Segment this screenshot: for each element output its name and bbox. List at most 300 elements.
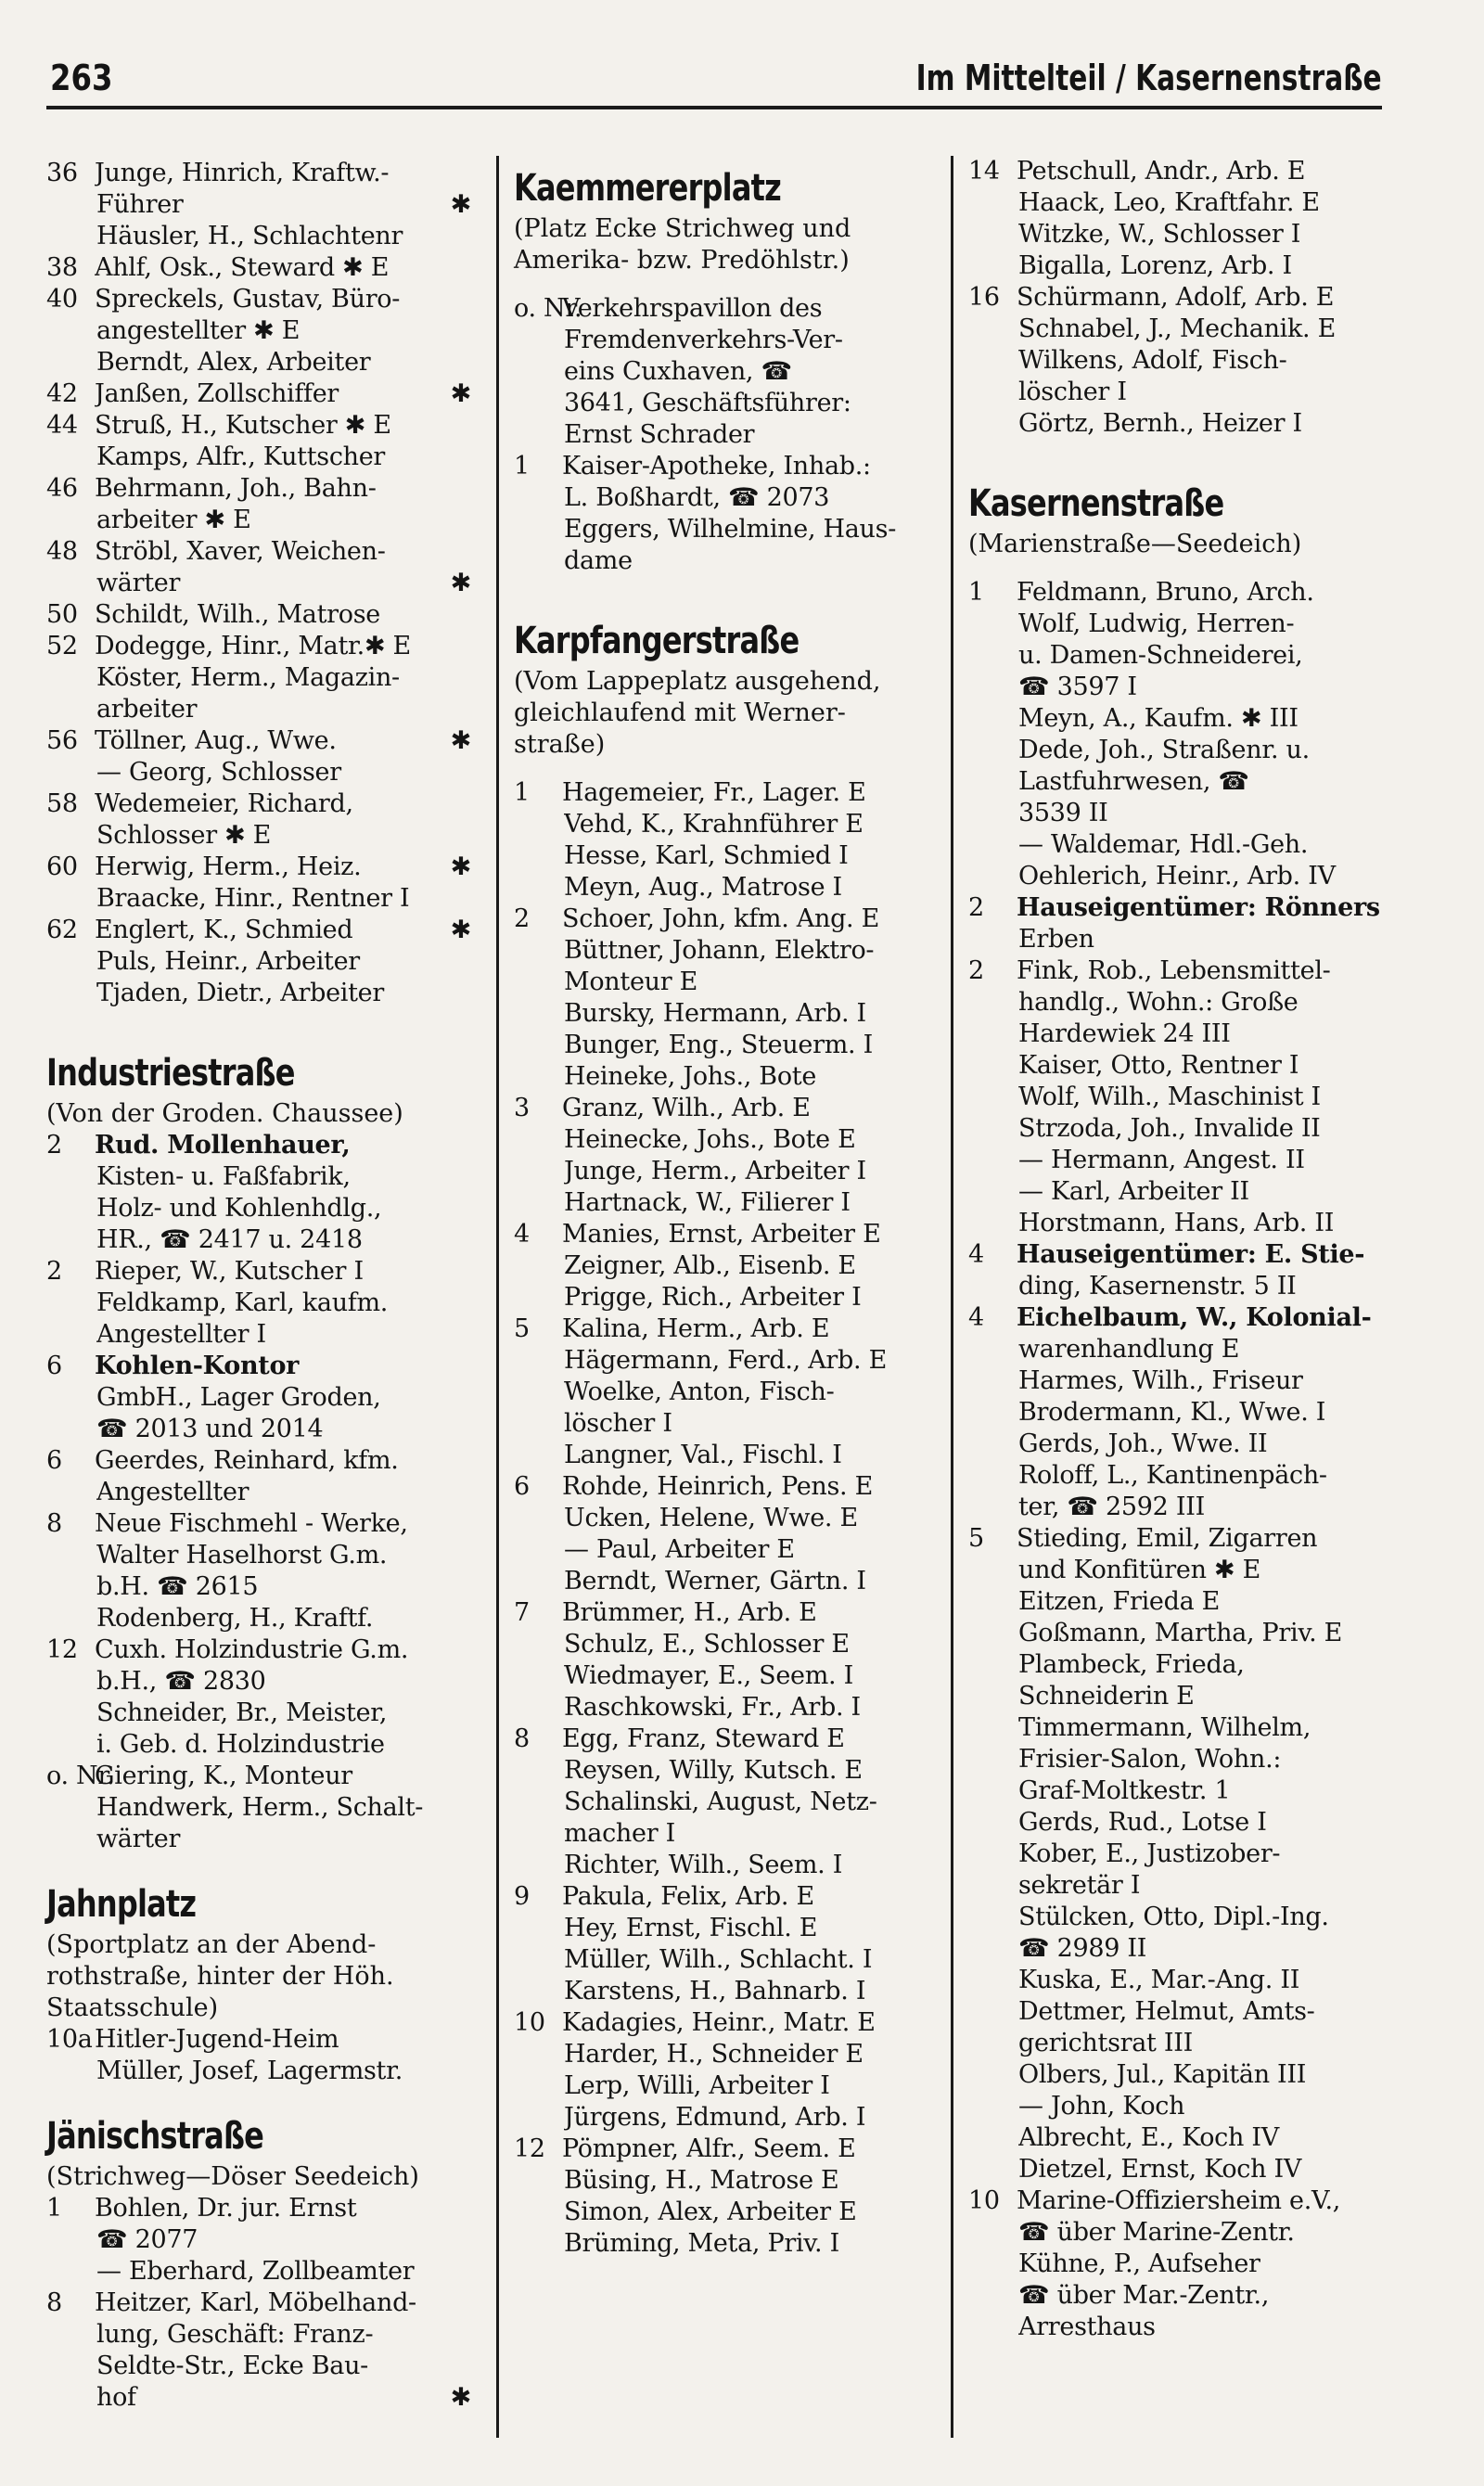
directory-entry <box>514 777 941 809</box>
entry-text: Vehd, K., Krahnführer E <box>564 810 864 839</box>
entry-text: L. Boßhardt, ☎ 2073 <box>564 483 830 512</box>
entry-text: ☎ über Mar.-Zentr., <box>1018 2281 1270 2310</box>
entry-text: Eichelbaum, W., Kolonial- <box>1017 1303 1372 1332</box>
entry-text: Gerds, Rud., Lotse I <box>1018 1808 1267 1837</box>
directory-entry <box>514 1408 941 1440</box>
house-number: 48 <box>46 537 78 566</box>
entry-text: Wolf, Wilh., Maschinist I <box>1018 1083 1321 1111</box>
directory-entry <box>46 473 473 505</box>
entry-text: Manies, Ernst, Arbeiter E <box>562 1220 881 1249</box>
entry-text: Simon, Alex, Arbeiter E <box>564 2198 857 2226</box>
directory-entry <box>968 1082 1401 1113</box>
entry-text: Dietzel, Ernst, Koch IV <box>1018 2155 1302 2184</box>
entry-text: Frisier-Salon, Wohn.: <box>1018 1745 1282 1774</box>
entry-text: Erben <box>1018 925 1094 954</box>
street-description: (Marienstraße—Seedeich) <box>968 530 1302 558</box>
entry-text: Kadagies, Heinr., Matr. E <box>562 2008 876 2037</box>
directory-entry <box>968 1712 1401 1744</box>
entry-text: Karstens, H., Bahnarb. I <box>564 1977 866 2005</box>
entry-text: Giering, K., Monteur <box>95 1762 352 1790</box>
entry-text: Berndt, Alex, Arbeiter <box>96 348 371 377</box>
directory-entry <box>46 2287 473 2319</box>
directory-entry <box>968 377 1401 408</box>
entry-text: Pömpner, Alfr., Seem. E <box>562 2134 856 2163</box>
house-number: 7 <box>514 1598 530 1627</box>
entry-text: Schulz, E., Schlosser E <box>564 1630 850 1659</box>
directory-entry <box>46 2382 473 2414</box>
directory-entry <box>46 2319 473 2351</box>
house-number: 14 <box>968 157 1000 186</box>
directory-entry <box>46 1319 473 1351</box>
entry-text: ☎ 2989 II <box>1018 1934 1147 1963</box>
entry-text: Kisten- u. Faßfabrik, <box>96 1162 351 1191</box>
directory-entry <box>514 2134 941 2165</box>
directory-entry <box>46 1414 473 1445</box>
entry-text: Rud. Mollenhauer, <box>95 1131 351 1160</box>
directory-entry <box>968 219 1401 250</box>
entry-text: Olbers, Jul., Kapitän III <box>1018 2060 1307 2089</box>
entry-text: Jürgens, Edmund, Arb. I <box>564 2103 866 2132</box>
directory-entry <box>46 505 473 536</box>
directory-entry <box>514 1503 941 1534</box>
entry-text: ☎ über Marine-Zentr. <box>1018 2218 1295 2247</box>
house-number: 9 <box>514 1882 530 1911</box>
entry-text: Plambeck, Frieda, <box>1018 1650 1245 1679</box>
entry-text: Heineke, Johs., Bote <box>564 1062 817 1091</box>
house-number: 2 <box>46 1257 62 1286</box>
entry-text: handlg., Wohn.: Große <box>1018 988 1298 1017</box>
directory-entry <box>514 1850 941 1881</box>
entry-text: Dodegge, Hinr., Matr.✱ E <box>95 632 411 660</box>
directory-entry <box>46 2224 473 2256</box>
directory-entry <box>514 1692 941 1724</box>
directory-entry <box>514 2007 941 2039</box>
entry-text: GmbH., Lager Groden, <box>96 1383 381 1412</box>
directory-entry <box>514 293 941 325</box>
entry-text: Schoer, John, kfm. Ang. E <box>562 904 880 933</box>
column-3 <box>951 156 1401 2438</box>
directory-entry <box>46 1634 473 1666</box>
entry-text: Langner, Val., Fischl. I <box>564 1441 842 1469</box>
directory-entry <box>968 703 1401 735</box>
directory-entry <box>968 1397 1401 1429</box>
street-description: (Vom Lappeplatz ausgehend, <box>514 667 881 696</box>
entry-text: Gerds, Joh., Wwe. II <box>1018 1429 1268 1458</box>
entry-text: Goßmann, Martha, Priv. E <box>1018 1619 1343 1647</box>
entry-text: Geerdes, Reinhard, kfm. <box>95 1446 399 1475</box>
house-number: 44 <box>46 411 78 440</box>
directory-entry <box>46 1382 473 1414</box>
entry-text: Hey, Ernst, Fischl. E <box>564 1914 818 1942</box>
directory-entry <box>514 1471 941 1503</box>
entry-text: Angestellter <box>96 1478 249 1506</box>
entry-text: Englert, K., Schmied <box>95 916 353 944</box>
entry-text: Cuxh. Holzindustrie G.m. <box>95 1635 409 1664</box>
entry-text: Schnabel, J., Mechanik. E <box>1018 314 1337 343</box>
house-number: 2 <box>968 956 984 985</box>
directory-entry <box>46 1256 473 1288</box>
entry-text: Rieper, W., Kutscher I <box>95 1257 364 1286</box>
directory-entry <box>968 609 1401 640</box>
directory-entry <box>968 1365 1401 1397</box>
directory-entry <box>968 1113 1401 1145</box>
spacer <box>968 560 1401 577</box>
directory-entry <box>514 1219 941 1250</box>
directory-entry <box>968 861 1401 892</box>
house-number: 1 <box>968 578 984 607</box>
directory-entry <box>514 451 941 482</box>
spacer <box>514 276 941 293</box>
entry-text: löscher I <box>1018 378 1127 406</box>
directory-entry <box>514 1377 941 1408</box>
street-heading: Kaemmererplatz <box>514 167 781 210</box>
entry-text: Handwerk, Herm., Schalt- <box>96 1793 424 1822</box>
directory-entry <box>46 1445 473 1477</box>
entry-text: Brümmer, H., Arb. E <box>562 1598 817 1627</box>
house-number: 52 <box>46 632 78 660</box>
spacer <box>514 577 941 609</box>
entry-text: Harmes, Wilh., Friseur <box>1018 1366 1303 1395</box>
directory-entry <box>968 2280 1401 2312</box>
directory-entry <box>46 221 473 252</box>
directory-entry <box>968 1775 1401 1807</box>
directory-entry <box>514 1629 941 1660</box>
directory-entry <box>46 1288 473 1319</box>
directory-entry <box>514 1156 941 1187</box>
directory-entry <box>46 599 473 631</box>
directory-entry <box>968 1460 1401 1492</box>
entry-text: Oehlerich, Heinr., Arb. IV <box>1018 862 1336 891</box>
entry-text: Walter Haselhorst G.m. <box>96 1541 388 1570</box>
house-number: 8 <box>46 2288 62 2317</box>
house-number: 8 <box>46 1509 62 1538</box>
directory-entry <box>968 1933 1401 1965</box>
directory-entry <box>968 829 1401 861</box>
entry-text: Heitzer, Karl, Möbelhand- <box>95 2288 416 2317</box>
running-title: Im Mittelteil / Kasernenstraße <box>915 58 1382 98</box>
street-heading: Industriestraße <box>46 1052 295 1095</box>
entry-text: Puls, Heinr., Arbeiter <box>96 947 360 976</box>
entry-text: Neue Fischmehl - Werke, <box>95 1509 408 1538</box>
directory-entry <box>514 967 941 998</box>
directory-entry <box>968 1902 1401 1933</box>
entry-text: Führer <box>96 190 184 219</box>
street-description: (Von der Groden. Chaussee) <box>46 1099 403 1128</box>
entry-text: arbeiter <box>96 695 198 724</box>
directory-entry <box>46 1193 473 1224</box>
street-description: rothstraße, hinter der Höh. <box>46 1962 394 1991</box>
house-number: 1 <box>514 778 530 807</box>
directory-entry <box>968 2059 1401 2091</box>
directory-entry <box>514 2165 941 2197</box>
directory-entry <box>968 1334 1401 1365</box>
street-description: straße) <box>514 730 606 759</box>
directory-entry <box>514 872 941 903</box>
directory-entry <box>968 2217 1401 2249</box>
street-description: (Sportplatz an der Abend- <box>46 1930 377 1959</box>
directory-entry <box>46 568 473 599</box>
entry-text: i. Geb. d. Holzindustrie <box>96 1730 385 1759</box>
entry-text: lung, Geschäft: Franz- <box>96 2320 374 2349</box>
entry-text: Roloff, L., Kantinenpäch- <box>1018 1461 1327 1490</box>
entry-text: Wilkens, Adolf, Fisch- <box>1018 346 1287 375</box>
street-heading: Jänischstraße <box>46 2115 264 2158</box>
directory-entry <box>46 536 473 568</box>
entry-text: Kamps, Alfr., Kuttscher <box>96 442 386 471</box>
entry-text: Egg, Franz, Steward E <box>562 1724 845 1753</box>
directory-entry <box>46 442 473 473</box>
entry-text: und Konfitüren ✱ E <box>1018 1556 1260 1584</box>
house-number: 16 <box>968 283 1000 312</box>
directory-entry <box>968 1807 1401 1839</box>
entry-text: Feldmann, Bruno, Arch. <box>1017 578 1314 607</box>
directory-entry <box>514 840 941 872</box>
directory-entry <box>46 2056 473 2087</box>
entry-text: Bursky, Hermann, Arb. I <box>564 999 866 1028</box>
entry-text: Fremdenverkehrs-Ver- <box>564 326 843 354</box>
entry-text: Raschkowski, Fr., Arb. I <box>564 1693 861 1722</box>
spacer <box>46 1855 473 1872</box>
asterisk-marker: ✱ <box>450 569 471 597</box>
directory-entry <box>46 1824 473 1855</box>
entry-text: Lastfuhrwesen, ☎ <box>1018 767 1249 796</box>
directory-entry <box>968 1996 1401 2028</box>
directory-entry <box>968 924 1401 955</box>
directory-entry <box>46 1571 473 1603</box>
directory-entry <box>514 2102 941 2134</box>
directory-entry <box>46 2193 473 2224</box>
directory-entry <box>514 1755 941 1787</box>
entry-text: ☎ 3597 I <box>1018 673 1137 701</box>
directory-entry <box>46 1477 473 1508</box>
spacer <box>46 2087 473 2104</box>
street-heading: Jahnplatz <box>46 1883 197 1926</box>
entry-text: Pakula, Felix, Arb. E <box>562 1882 814 1911</box>
entry-text: Horstmann, Hans, Arb. II <box>1018 1209 1335 1237</box>
entry-text: Rodenberg, H., Kraftf. <box>96 1604 374 1633</box>
directory-entry <box>514 1818 941 1850</box>
directory-entry <box>968 766 1401 798</box>
entry-text: Müller, Wilh., Schlacht. I <box>564 1945 873 1974</box>
entry-text: Bohlen, Dr. jur. Ernst <box>95 2194 357 2223</box>
directory-entry <box>968 156 1401 187</box>
directory-entry <box>46 1698 473 1729</box>
entry-text: — Karl, Arbeiter II <box>1018 1177 1249 1206</box>
entry-text: Ucken, Helene, Wwe. E <box>564 1504 858 1532</box>
house-number: 2 <box>514 904 530 933</box>
house-number: 36 <box>46 159 78 187</box>
entry-text: Bunger, Eng., Steuerm. I <box>564 1031 873 1059</box>
directory-entry <box>46 1508 473 1540</box>
directory-entry <box>968 1681 1401 1712</box>
entry-text: Brüming, Meta, Priv. I <box>564 2229 839 2258</box>
directory-entry <box>514 1061 941 1093</box>
entry-text: wärter <box>96 1825 181 1853</box>
entry-text: Haack, Leo, Kraftfahr. E <box>1018 188 1320 217</box>
directory-entry <box>514 1881 941 1913</box>
entry-text: Seldte-Str., Ecke Bau- <box>96 2351 368 2380</box>
directory-entry <box>514 1187 941 1219</box>
entry-text: Hägermann, Ferd., Arb. E <box>564 1346 887 1375</box>
directory-entry <box>514 1597 941 1629</box>
directory-entry <box>46 1729 473 1761</box>
entry-text: Schildt, Wilh., Matrose <box>95 600 380 629</box>
house-number: 1 <box>514 452 530 481</box>
entry-text: ter, ☎ 2592 III <box>1018 1493 1205 1521</box>
street-description: (Platz Ecke Strichweg und <box>514 214 851 243</box>
directory-entry <box>968 408 1401 440</box>
entry-text: Kaiser, Otto, Rentner I <box>1018 1051 1299 1080</box>
directory-entry <box>46 410 473 442</box>
house-number: o. Nr. <box>46 1762 115 1790</box>
entry-text: dame <box>564 546 633 575</box>
directory-entry <box>968 1302 1401 1334</box>
directory-entry <box>46 883 473 915</box>
directory-entry <box>968 345 1401 377</box>
directory-entry <box>514 1724 941 1755</box>
entry-text: Marine-Offiziersheim e.V., <box>1017 2186 1341 2215</box>
entry-text: Kalina, Herm., Arb. E <box>562 1314 830 1343</box>
entry-text: Dede, Joh., Straßenr. u. <box>1018 736 1310 764</box>
entry-text: Strzoda, Joh., Invalide II <box>1018 1114 1321 1143</box>
entry-text: Behrmann, Joh., Bahn- <box>95 474 377 503</box>
house-number: 1 <box>46 2194 62 2223</box>
directory-entry <box>968 1019 1401 1050</box>
entry-text: — Paul, Arbeiter E <box>564 1535 795 1564</box>
house-number: 10 <box>514 2008 545 2037</box>
directory-entry <box>46 978 473 1009</box>
entry-text: Fink, Rob., Lebensmittel- <box>1017 956 1331 985</box>
directory-entry <box>968 1492 1401 1523</box>
directory-entry <box>968 2154 1401 2185</box>
asterisk-marker: ✱ <box>450 190 471 219</box>
directory-entry <box>514 514 941 545</box>
directory-entry <box>968 1839 1401 1870</box>
entry-text: — Eberhard, Zollbeamter <box>96 2257 415 2286</box>
entry-text: Berndt, Werner, Gärtn. I <box>564 1567 866 1595</box>
house-number: 56 <box>46 726 78 755</box>
entry-text: Schneider, Br., Meister, <box>96 1698 388 1727</box>
house-number: 12 <box>46 1635 78 1664</box>
entry-text: — Waldemar, Hdl.-Geh. <box>1018 830 1309 859</box>
directory-entry <box>968 1523 1401 1555</box>
directory-entry <box>968 1145 1401 1176</box>
directory-entry <box>968 1239 1401 1271</box>
directory-entry <box>46 662 473 694</box>
directory-entry <box>46 189 473 221</box>
entry-text: Wedemeier, Richard, <box>95 789 353 818</box>
directory-entry <box>514 545 941 577</box>
entry-text: Heinecke, Johs., Bote E <box>564 1125 856 1154</box>
house-number: 50 <box>46 600 78 629</box>
spacer <box>46 1009 473 1041</box>
directory-entry <box>46 158 473 189</box>
entry-text: Angestellter I <box>96 1320 266 1349</box>
entry-text: Reysen, Willy, Kutsch. E <box>564 1756 863 1785</box>
house-number: 62 <box>46 916 78 944</box>
asterisk-marker: ✱ <box>450 726 471 755</box>
entry-text: Büsing, H., Matrose E <box>564 2166 839 2195</box>
entry-text: 3641, Geschäftsführer: <box>564 389 851 417</box>
entry-text: 3539 II <box>1018 799 1108 827</box>
directory-entry <box>968 735 1401 766</box>
entry-text: Büttner, Johann, Elektro- <box>564 936 875 965</box>
directory-entry <box>514 388 941 419</box>
directory-entry <box>514 2070 941 2102</box>
directory-entry <box>968 187 1401 219</box>
directory-entry <box>514 903 941 935</box>
asterisk-marker: ✱ <box>450 2383 471 2412</box>
entry-text: Tjaden, Dietr., Arbeiter <box>96 979 384 1007</box>
entry-text: Schürmann, Adolf, Arb. E <box>1017 283 1335 312</box>
entry-text: Schneiderin E <box>1018 1682 1195 1711</box>
house-number: 40 <box>46 285 78 314</box>
entry-text: Petschull, Andr., Arb. E <box>1017 157 1306 186</box>
entry-text: — Hermann, Angest. II <box>1018 1146 1305 1174</box>
directory-entry <box>968 1965 1401 1996</box>
house-number: 3 <box>514 1094 530 1122</box>
entry-text: Hagemeier, Fr., Lager. E <box>562 778 866 807</box>
directory-entry <box>968 2249 1401 2280</box>
entry-text: Junge, Hinrich, Kraftw.- <box>95 159 390 187</box>
entry-text: Hartnack, W., Filierer I <box>564 1188 851 1217</box>
entry-text: Hitler-Jugend-Heim <box>95 2025 339 2054</box>
house-number: 4 <box>514 1220 530 1249</box>
entry-text: Junge, Herm., Arbeiter I <box>564 1157 866 1185</box>
entry-text: Wolf, Ludwig, Herren- <box>1018 609 1295 638</box>
entry-text: Stieding, Emil, Zigarren <box>1017 1524 1318 1553</box>
directory-entry <box>514 356 941 388</box>
house-number: 58 <box>46 789 78 818</box>
directory-entry <box>968 1870 1401 1902</box>
entry-text: Verkehrspavillon des <box>562 294 823 323</box>
entry-text: Dettmer, Helmut, Amts- <box>1018 1997 1315 2026</box>
directory-entry <box>514 935 941 967</box>
entry-text: wärter <box>96 569 181 597</box>
entry-text: Kühne, P., Aufseher <box>1018 2249 1260 2278</box>
directory-entry <box>968 1555 1401 1586</box>
entry-text: Ernst Schrader <box>564 420 755 449</box>
directory-entry <box>968 282 1401 314</box>
directory-entry <box>46 2351 473 2382</box>
directory-entry <box>514 1787 941 1818</box>
entry-text: Görtz, Bernh., Heizer I <box>1018 409 1302 438</box>
directory-entry <box>968 640 1401 672</box>
directory-entry <box>968 250 1401 282</box>
directory-entry <box>514 1660 941 1692</box>
entry-text: Braacke, Hinr., Rentner I <box>96 884 410 913</box>
entry-text: Zeigner, Alb., Eisenb. E <box>564 1251 856 1280</box>
directory-entry <box>46 1761 473 1792</box>
directory-entry <box>968 1271 1401 1302</box>
directory-entry <box>46 1666 473 1698</box>
entry-text: warenhandlung E <box>1018 1335 1240 1364</box>
house-number: 8 <box>514 1724 530 1753</box>
entry-text: eins Cuxhaven, ☎ <box>564 357 792 386</box>
directory-entry <box>968 2185 1401 2217</box>
house-number: 6 <box>46 1352 62 1380</box>
directory-entry <box>514 1313 941 1345</box>
entry-text: Kaiser-Apotheke, Inhab.: <box>562 452 871 481</box>
entry-text: Stülcken, Otto, Dipl.-Ing. <box>1018 1903 1329 1931</box>
page-number: 263 <box>50 58 113 98</box>
house-number: 5 <box>968 1524 984 1553</box>
entry-text: HR., ☎ 2417 u. 2418 <box>96 1225 363 1254</box>
directory-entry <box>46 631 473 662</box>
spacer <box>968 440 1401 471</box>
directory-entry <box>968 1618 1401 1649</box>
house-number: 2 <box>46 1131 62 1160</box>
